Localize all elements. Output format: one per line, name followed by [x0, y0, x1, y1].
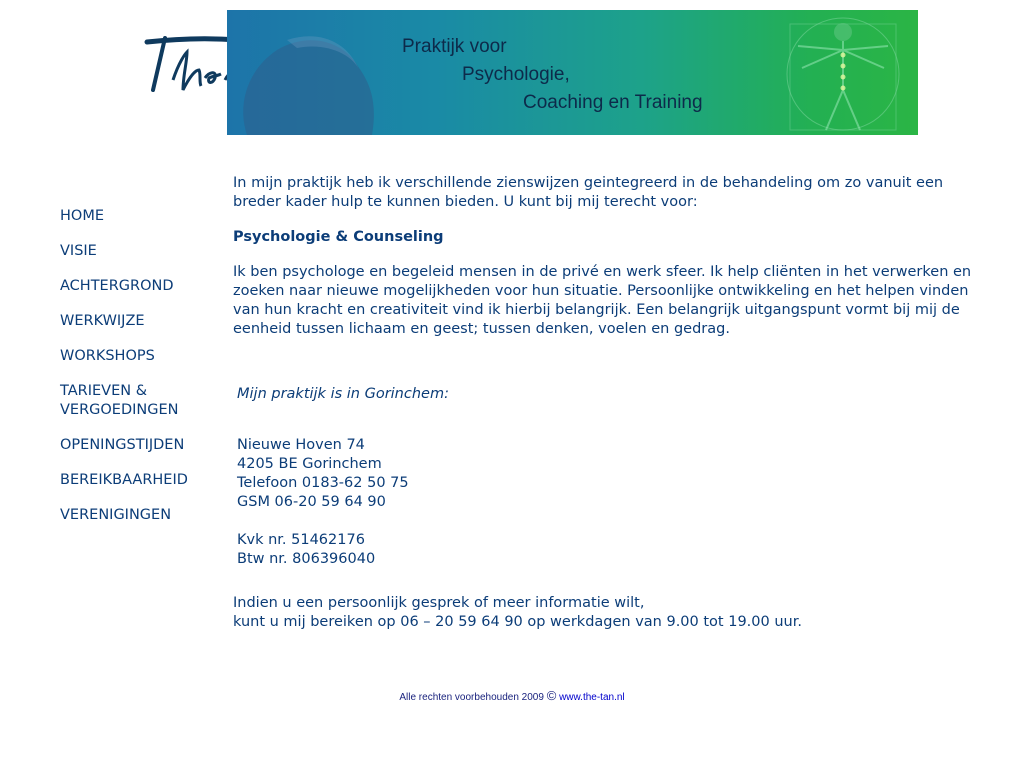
address-street: Nieuwe Hoven 74: [237, 437, 365, 453]
address-phone: Telefoon 0183-62 50 75: [237, 475, 409, 491]
footer-rights: Alle rechten voorbehouden 2009: [399, 692, 544, 703]
footer: [0, 688, 1024, 703]
btw-number: Btw nr. 806396040: [237, 551, 376, 567]
nav-achtergrond[interactable]: ACHTERGROND: [60, 278, 174, 294]
registration-block: [237, 531, 375, 569]
nav-workshops[interactable]: WORKSHOPS: [60, 348, 155, 364]
main-content: [233, 174, 973, 339]
vitruvian-figure-image: [768, 10, 918, 135]
banner-line-2: Psychologie,: [462, 64, 570, 85]
header-banner: [227, 10, 918, 135]
contact-line-2: kunt u mij bereiken op 06 – 20 59 64 90 op werkdagen van 9.00 tot 19.00 uur.: [233, 614, 802, 630]
head-silhouette-image: [227, 10, 387, 135]
banner-line-3: Coaching en Training: [523, 92, 703, 113]
nav-tarieven-vergoedingen[interactable]: TARIEVEN & VERGOEDINGEN: [60, 383, 179, 418]
copyright-icon: ©: [546, 688, 557, 703]
nav-verenigingen[interactable]: VERENIGINGEN: [60, 507, 172, 523]
section-heading: Psychologie & Counseling: [233, 229, 444, 245]
kvk-number: Kvk nr. 51462176: [237, 532, 365, 548]
address-block: [237, 436, 409, 512]
nav-openingstijden[interactable]: OPENINGSTIJDEN: [60, 437, 185, 453]
body-paragraph: Ik ben psychologe en begeleid mensen in de privé en werk sfeer. Ik help cliënten in het verwerken en zoeken naar nieuwe mogelijkheden voor hun situatie. Persoonlijke ontwikkeling en het helpen vinden van hun kracht en creativiteit vind ik hierbij belangrijk. Een belangrijk uitgangspunt vormt bij mij de eenheid tussen lichaam en geest; tussen denken, voelen en gedrag.: [233, 264, 972, 337]
contact-info: [233, 594, 802, 632]
footer-site-link[interactable]: www.the-tan.nl: [559, 692, 625, 703]
location-label: Mijn praktijk is in Gorinchem:: [237, 386, 449, 402]
contact-line-1: Indien u een persoonlijk gesprek of meer informatie wilt,: [233, 595, 645, 611]
nav-visie[interactable]: VISIE: [60, 243, 97, 259]
nav-home[interactable]: HOME: [60, 208, 104, 224]
intro-paragraph: In mijn praktijk heb ik verschillende zienswijzen geintegreerd in de behandeling om zo vanuit een breder kader hulp te kunnen bieden. U kunt bij mij terecht voor:: [233, 175, 944, 210]
nav-bereikbaarheid[interactable]: BEREIKBAARHEID: [60, 472, 188, 488]
address-mobile: GSM 06-20 59 64 90: [237, 494, 386, 510]
main-navigation: [60, 207, 220, 541]
address-postcode-city: 4205 BE Gorinchem: [237, 456, 382, 472]
banner-line-1: Praktijk voor: [402, 36, 507, 57]
nav-werkwijze[interactable]: WERKWIJZE: [60, 313, 145, 329]
